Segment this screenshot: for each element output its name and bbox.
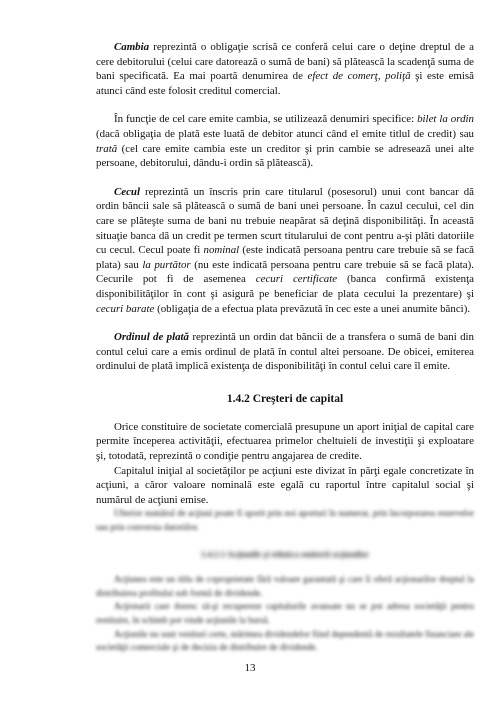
paragraph-functie [96, 112, 474, 170]
term-cecul: Cecul [114, 185, 141, 198]
text: reprezintă un ordin dat băncii de a transfera o sumă de bani din contul celui care a emis ordinul de plată în contul altei persoane. De obicei, emiterea ordinului de plată implică existenţa de disponibilităţi în contul celui care îl emite. [96, 331, 474, 373]
paragraph-capitalul: Capitalul iniţial al societăţilor pe acţiuni este divizat în părţi egale concretizate în acţiuni, a căror valoare nominală este egală cu raportul între capitalul social şi numărul de acţiuni emise. [96, 464, 474, 506]
paragraph-blurred: Acţionarii care doresc să-şi recupereze capitalurile avansate nu se pot adresa societăţii pentru restituire, în schimb pot vinde acţiunile la bursă. [96, 601, 474, 625]
italic-text: trată [96, 142, 118, 155]
section-heading: 1.4.2 Creşteri de capital [226, 392, 344, 405]
paragraph-ordinul [96, 330, 474, 374]
text: (obligaţia de a efectua plata prevăzută în cec este a unei anumite bănci). [154, 302, 471, 315]
italic-text: efect de comerţ, poliţă [307, 70, 411, 83]
paragraph-cambia [96, 40, 474, 98]
text: reprezintă un înscris prin care titularul (posesorul) unui cont bancar dă ordin băncii sale să plătească o sumă de bani unei persoane. În cazul cecului, cel din care se plăteşte suma de bani nu trebuie neapărat să deţină disponibilităţi. În această situaţie banca dă un credit pe termen scurt titularului de cont pentru a-şi plăti datoriile cu cecul. Cecul poate fi [96, 185, 474, 257]
italic-text: cecuri barate [96, 302, 155, 315]
term-ordinul-de-plata: Ordinul de plată [114, 331, 190, 344]
italic-text: cecuri certificate [255, 273, 338, 286]
text: (dacă obligaţia de plată este luată de debitor atunci când el emite titlul de credit) sau [96, 127, 474, 140]
text: (este indicată persoana pentru care trebuie să se facă plata) sau [96, 244, 474, 271]
text: În funcţie de cel care emite cambia, se utilizează denumiri specifice: [114, 113, 418, 126]
paragraph-constituire: Orice constituire de societate comercială presupune un aport iniţial de capital care permite începerea activităţii, efectuarea primelor cheltuieli de investiţii şi exploatare şi, totodată, reprezintă o condiţie pentru angajarea de credite. [96, 420, 474, 463]
paragraph-cecul [96, 185, 474, 316]
paragraph-blurred: Acţiunile nu sunt venituri certe, mărimea dividendelor fiind dependentă de rezultatele financiare ale societăţii comerciale şi de decizia de distribuire de dividende. [96, 628, 474, 653]
document-page [96, 40, 474, 655]
text: (banca confirmă existenţa disponibilităţilor în cont şi asigură pe beneficiar de plata cecului la prezentare) şi [96, 273, 474, 300]
italic-text: la purtător [142, 258, 191, 271]
page-number: 13 [244, 662, 256, 674]
term-cambia: Cambia [114, 41, 150, 53]
text: reprezintă o obligaţie scrisă ce conferă celui care o deţine dreptul de a cere debitorului (celui care datorează o sumă de bani) să plătească la scadenţă suma de bani specificată. Ea mai poartă denumirea de [96, 41, 474, 83]
text: (nu este indicată persoana pentru care trebuie să se facă plata). Cecurile pot fi de asemenea [96, 258, 474, 286]
paragraph-blurred: Acţiunea este un titlu de coproprietate fără valoare garantată şi care îi oferă acţionarilor dreptul la distribuirea profitului sub formă de dividende. [96, 573, 474, 598]
text: (cel care emite cambia este un creditor şi prin cambie se adresează unei alte persoane, debitorului, dându-i ordin să plătească). [96, 142, 474, 170]
italic-text: nominal [203, 244, 240, 257]
paragraph-blurred: Ulterior numărul de acţiuni poate fi sporit prin noi aporturi în numerar, prin încorporarea rezervelor sau prin conversia datoriilor. [96, 508, 474, 533]
italic-text: bilet la ordin [417, 113, 475, 126]
blurred-content [96, 507, 474, 655]
subsection-heading: 1.4.2.1 Acţiunile şi tehnica emiterii acţiunilor [200, 548, 370, 559]
text: şi este emisă atunci când este folosit creditul comercial. [96, 70, 474, 97]
